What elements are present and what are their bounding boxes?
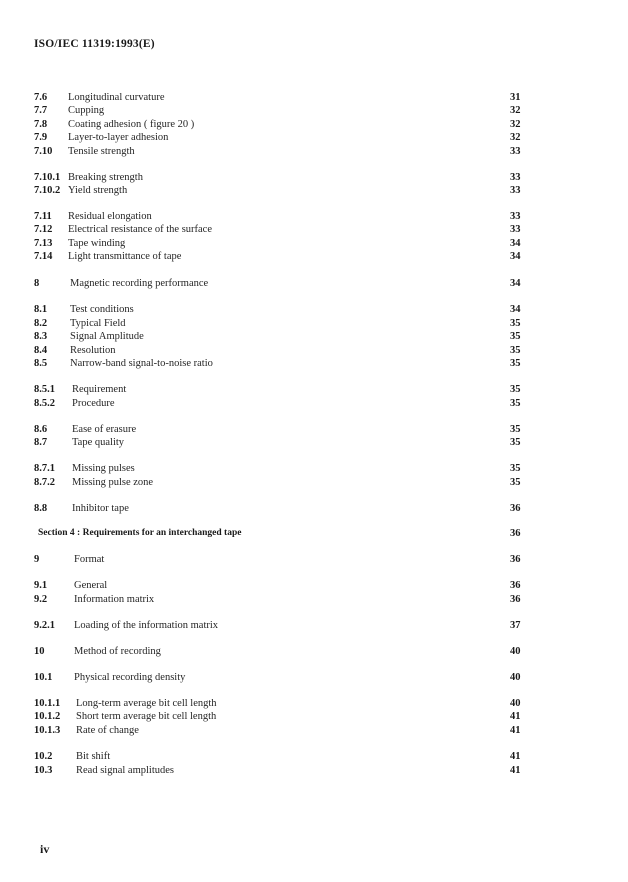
toc-entry-number: 7.9	[34, 132, 48, 143]
toc-entry	[0, 185, 628, 199]
toc-entry-title: Signal Amplitude	[70, 331, 144, 342]
toc-entry-title: Information matrix	[74, 594, 155, 605]
toc-entry	[0, 463, 628, 477]
toc-entry-number: 8.5.1	[34, 384, 55, 395]
toc-entry-page: 35	[510, 345, 521, 356]
toc-entry	[0, 119, 628, 133]
toc-entry	[0, 92, 628, 106]
toc-entry-title: Narrow-band signal-to-noise ratio	[70, 358, 213, 369]
toc-entry-page: 41	[510, 765, 521, 776]
toc-entry	[0, 398, 628, 412]
toc-entry-number: 8.6	[34, 424, 48, 435]
toc-entry-page: 36	[510, 503, 521, 514]
page-number: iv	[40, 842, 50, 856]
toc-entry-title: Ease of erasure	[72, 424, 137, 435]
toc-entry-title: Missing pulse zone	[72, 477, 154, 488]
toc-entry-page: 36	[510, 528, 521, 539]
toc-entry	[0, 146, 628, 160]
toc-entry-page: 35	[510, 424, 521, 435]
toc-entry-page: 35	[510, 358, 521, 369]
toc-entry	[0, 594, 628, 608]
toc-entry	[0, 503, 628, 517]
toc-entry-title: General	[74, 580, 108, 591]
toc-entry-page: 33	[510, 185, 521, 196]
toc-entry-number: 9.2.1	[34, 620, 55, 631]
toc-entry	[0, 345, 628, 359]
toc-entry	[0, 132, 628, 146]
toc-entry-title: Light transmittance of tape	[68, 251, 182, 262]
toc-entry-page: 35	[510, 331, 521, 342]
toc-entry-number: 7.13	[34, 238, 53, 249]
toc-entry-page: 36	[510, 580, 521, 591]
toc-entry	[0, 358, 628, 372]
toc-entry-title: Yield strength	[68, 185, 128, 196]
toc-entry	[0, 172, 628, 186]
toc-entry-number: 10.3	[34, 765, 53, 776]
toc-entry-number: 7.7	[34, 105, 48, 116]
toc-entry-page: 32	[510, 132, 521, 143]
toc-entry	[0, 278, 628, 292]
toc-entry-number: 9.1	[34, 580, 48, 591]
toc-entry-title: Format	[74, 554, 105, 565]
toc-entry-page: 36	[510, 594, 521, 605]
toc-entry	[0, 477, 628, 491]
toc-entry-page: 34	[510, 238, 521, 249]
toc-entry-number: 8.1	[34, 304, 48, 315]
toc-entry-title: Residual elongation	[68, 211, 152, 222]
toc-entry-title: Tape winding	[68, 238, 126, 249]
toc-entry-title: Test conditions	[70, 304, 134, 315]
toc-entry-number: 8.8	[34, 503, 48, 514]
toc-entry	[0, 304, 628, 318]
toc-entry	[0, 751, 628, 765]
toc-entry-title: Electrical resistance of the surface	[68, 224, 213, 235]
toc-entry-number: 8.7.1	[34, 463, 55, 474]
toc-entry-number: 7.10.1	[34, 172, 61, 183]
toc-entry-page: 41	[510, 711, 521, 722]
toc-entry	[0, 711, 628, 725]
toc-entry	[0, 646, 628, 660]
toc-entry-page: 36	[510, 554, 521, 565]
toc-entry-number: 10	[34, 646, 45, 657]
toc-entry-page: 33	[510, 211, 521, 222]
toc-entry-title: Tape quality	[72, 437, 125, 448]
toc-entry-number: 7.10	[34, 146, 53, 157]
toc-entry-page: 33	[510, 146, 521, 157]
toc-entry-number: 10.1.1	[34, 698, 61, 709]
toc-entry-number: 10.1.3	[34, 725, 61, 736]
toc-entry-number: 8.7	[34, 437, 48, 448]
document-id-header: ISO/IEC 11319:1993(E)	[34, 38, 155, 50]
toc-entry-number: 8.4	[34, 345, 48, 356]
toc-entry-number: 10.2	[34, 751, 53, 762]
toc-entry-page: 41	[510, 751, 521, 762]
toc-entry	[0, 765, 628, 779]
toc-entry	[0, 672, 628, 686]
toc-entry	[0, 528, 628, 542]
toc-entry	[0, 251, 628, 265]
toc-entry-title: Resolution	[70, 345, 116, 356]
toc-entry-title: Bit shift	[76, 751, 111, 762]
toc-entry-page: 35	[510, 398, 521, 409]
section-heading: Section 4 : Requirements for an interchanged tape	[38, 528, 242, 538]
toc-entry-page: 35	[510, 463, 521, 474]
toc-entry	[0, 725, 628, 739]
toc-entry-number: 8.5.2	[34, 398, 55, 409]
toc-entry	[0, 698, 628, 712]
toc-entry	[0, 105, 628, 119]
toc-entry-page: 34	[510, 304, 521, 315]
toc-entry-number: 9	[34, 554, 40, 565]
toc-entry-number: 10.1	[34, 672, 53, 683]
toc-entry-title: Coating adhesion ( figure 20 )	[68, 119, 195, 130]
toc-entry-page: 35	[510, 437, 521, 448]
toc-entry	[0, 580, 628, 594]
toc-entry-title: Read signal amplitudes	[76, 765, 174, 776]
toc-entry-number: 7.12	[34, 224, 53, 235]
toc-entry-page: 40	[510, 646, 521, 657]
toc-entry-page: 32	[510, 105, 521, 116]
toc-entry-number: 8.7.2	[34, 477, 55, 488]
toc-entry-title: Layer-to-layer adhesion	[68, 132, 169, 143]
toc-entry-page: 40	[510, 698, 521, 709]
toc-entry-number: 7.6	[34, 92, 48, 103]
toc-entry-number: 8	[34, 278, 40, 289]
toc-entry-page: 35	[510, 477, 521, 488]
toc-entry-title: Method of recording	[74, 646, 161, 657]
toc-entry-title: Cupping	[68, 105, 105, 116]
toc-entry	[0, 331, 628, 345]
toc-entry-page: 35	[510, 318, 521, 329]
toc-entry-number: 8.2	[34, 318, 48, 329]
toc-entry-number: 10.1.2	[34, 711, 61, 722]
toc-entry-number: 7.11	[34, 211, 52, 222]
toc-entry-title: Loading of the information matrix	[74, 620, 219, 631]
toc-entry	[0, 437, 628, 451]
toc-entry-page: 31	[510, 92, 521, 103]
toc-entry-number: 9.2	[34, 594, 48, 605]
toc-entry-number: 7.10.2	[34, 185, 61, 196]
toc-entry-title: Missing pulses	[72, 463, 135, 474]
toc-entry	[0, 620, 628, 634]
toc-entry	[0, 318, 628, 332]
toc-entry-number: 7.14	[34, 251, 53, 262]
toc-entry-page: 35	[510, 384, 521, 395]
toc-entry-title: Longitudinal curvature	[68, 92, 165, 103]
toc-entry	[0, 211, 628, 225]
toc-entry-page: 34	[510, 251, 521, 262]
toc-entry-title: Procedure	[72, 398, 115, 409]
toc-entry-title: Short term average bit cell length	[76, 711, 217, 722]
toc-entry-page: 40	[510, 672, 521, 683]
toc-entry-title: Physical recording density	[74, 672, 186, 683]
toc-entry-title: Inhibitor tape	[72, 503, 129, 514]
toc-entry	[0, 224, 628, 238]
toc-entry-title: Typical Field	[70, 318, 126, 329]
toc-entry-page: 37	[510, 620, 521, 631]
toc-entry-title: Magnetic recording performance	[70, 278, 209, 289]
toc-entry-page: 32	[510, 119, 521, 130]
toc-entry-title: Breaking strength	[68, 172, 143, 183]
toc-entry-title: Rate of change	[76, 725, 139, 736]
toc-entry-title: Requirement	[72, 384, 127, 395]
toc-entry-number: 8.3	[34, 331, 48, 342]
toc-entry	[0, 424, 628, 438]
toc-entry-number: 7.8	[34, 119, 48, 130]
toc-entry-page: 33	[510, 172, 521, 183]
toc-entry-title: Tensile strength	[68, 146, 135, 157]
toc-entry-page: 33	[510, 224, 521, 235]
toc-entry-title: Long-term average bit cell length	[76, 698, 217, 709]
toc-entry-number: 8.5	[34, 358, 48, 369]
toc-entry	[0, 238, 628, 252]
toc-entry	[0, 554, 628, 568]
toc-entry-page: 34	[510, 278, 521, 289]
toc-entry	[0, 384, 628, 398]
toc-entry-page: 41	[510, 725, 521, 736]
